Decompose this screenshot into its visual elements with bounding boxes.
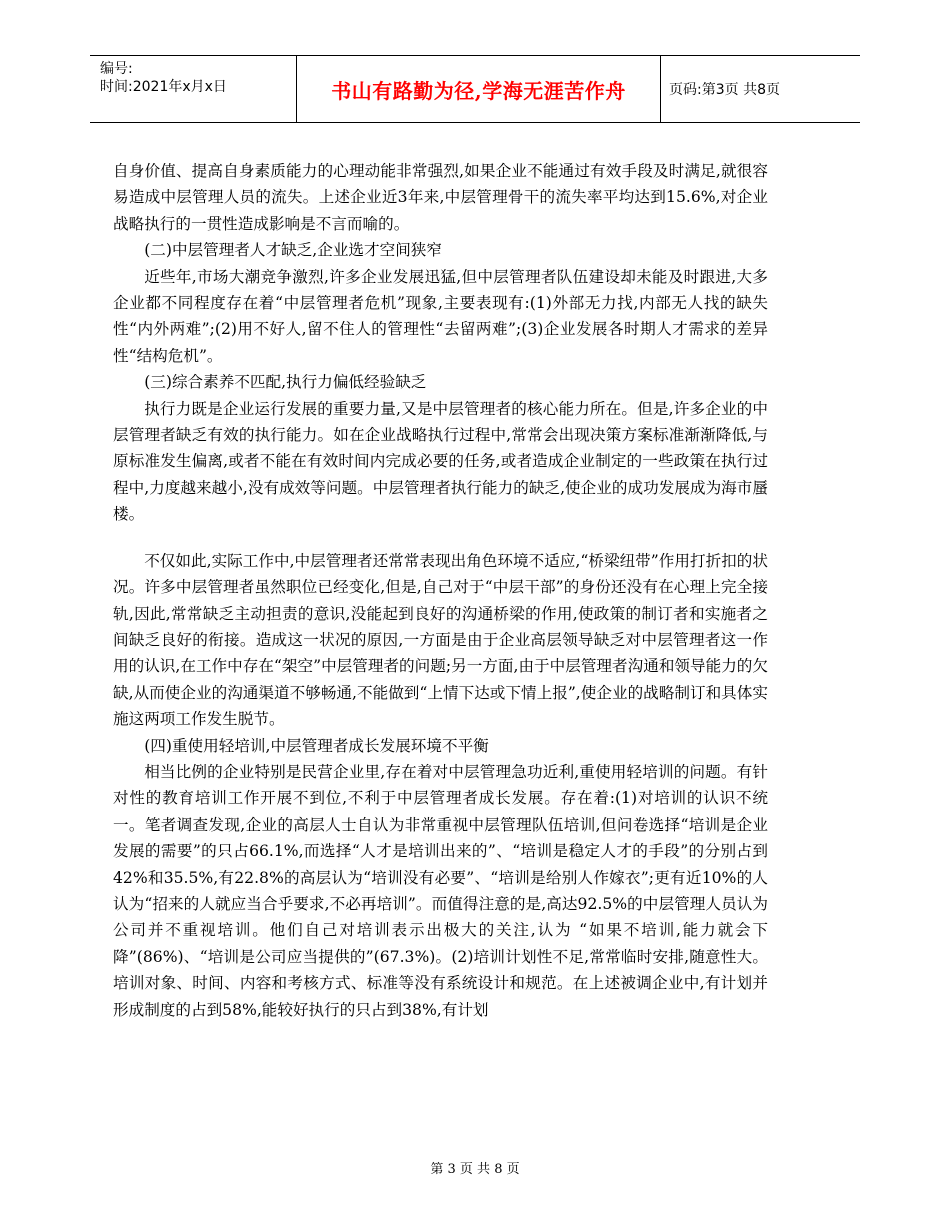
page-footer: 第 3 页 共 8 页: [430, 1162, 520, 1177]
paragraph: 自身价值、提高自身素质能力的心理动能非常强烈,如果企业不能通过有效手段及时满足,就很容易造成中层管理人员的流失。上述企业近3年来,中层管理骨干的流失率平均达到15.6%,对企业战略执行的一贯性造成影响是不言而喻的。: [113, 162, 768, 233]
paragraph: 不仅如此,实际工作中,中层管理者还常常表现出角色环境不适应,“桥梁纽带”作用打折扣的状况。许多中层管理者虽然职位已经变化,但是,自己对于“中层干部”的身份还没有在心理上完全接轨,因此,常常缺乏主动担责的意识,没能起到良好的沟通桥梁的作用,使政策的制订者和实施者之间缺乏良好的衔接。造成这一状况的原因,一方面是由于企业高层领导缺乏对中层管理者这一作用的认识,在工作中存在“架空”中层管理者的问题;另一方面,由于中层管理者沟通和领导能力的欠缺,从而使企业的沟通渠道不够畅通,不能做到“上情下达或下情上报”,使企业的战略制订和具体实施这两项工作发生脱节。: [113, 551, 768, 729]
section-heading: (二)中层管理者人才缺乏,企业选才空间狭窄: [144, 241, 442, 260]
page-header: [90, 55, 860, 123]
document-body: [113, 158, 768, 1023]
page-info: 页码:第3页 共8页: [669, 82, 780, 98]
header-left: [90, 56, 296, 122]
paragraph: 相当比例的企业特别是民营企业里,存在着对中层管理急功近利,重使用轻培训的问题。有针对性的教育培训工作开展不到位,不利于中层管理者成长发展。存在着:(1)对培训的认识不统一。笔者调查发现,企业的高层人士自认为非常重视中层管理队伍培训,但问卷选择“培训是企业发展的需要”的只占66.1%,而选择“人才是培训出来的”、“培训是稳定人才的手段”的分别占到42%和35.5%,有22.8%的高层认为“培训没有必要”、“培训是给别人作嫁衣”;更有近10%的人认为“招来的人就应当合乎要求,不必再培训”。而值得注意的是,高达92.5%的中层管理人员认为公司并不重视培训。他们自己对培训表示出极大的关注,认为 “如果不培训,能力就会下降”(86%)、“培训是公司应当提供的”(67.3%)。(2)培训计划性不足,常常临时安排,随意性大。培训对象、时间、内容和考核方式、标准等没有系统设计和规范。在上述被调企业中,有计划并形成制度的占到58%,能较好执行的只占到38%,有计划: [113, 762, 768, 1019]
section-heading: (三)综合素养不匹配,执行力偏低经验缺乏: [144, 373, 427, 392]
time-label: 时间:2021年x月x日: [100, 79, 227, 95]
paragraph: 近些年,市场大潮竞争激烈,许多企业发展迅猛,但中层管理者队伍建设却未能及时跟进,大多企业都不同程度存在着“中层管理者危机”现象,主要表现有:(1)外部无力找,内部无人找的缺失性“内外两难”;(2)用不好人,留不住人的管理性“去留两难”;(3)企业发展各时期人才需求的差异性“结构危机”。: [113, 267, 768, 365]
paragraph-gap: [113, 528, 768, 548]
section-heading: (四)重使用轻培训,中层管理者成长发展环境不平衡: [144, 736, 489, 755]
paragraph: 执行力既是企业运行发展的重要力量,又是中层管理者的核心能力所在。但是,许多企业的中层管理者缺乏有效的执行能力。如在企业战略执行过程中,常常会出现决策方案标准渐渐降低,与原标准发生偏离,或者不能在有效时间内完成必要的任务,或者造成企业制定的一些政策在执行过程中,力度越来越小,没有成效等问题。中层管理者执行能力的缺乏,使企业的成功发展成为海市蜃楼。: [113, 399, 768, 524]
motto-banner: 书山有路勤为径,学海无涯苦作舟: [296, 56, 661, 122]
number-label: 编号:: [100, 61, 133, 77]
